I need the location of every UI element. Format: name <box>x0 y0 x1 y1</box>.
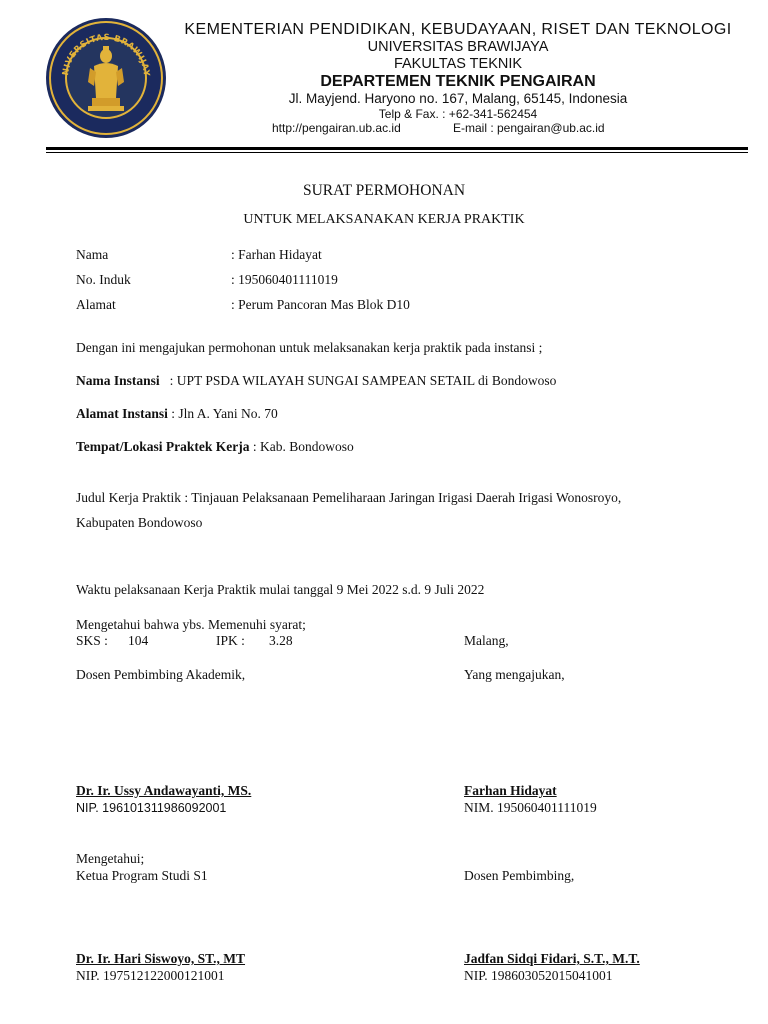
university-line: UNIVERSITAS BRAWIJAYA <box>367 39 549 55</box>
nama-instansi-label: Nama Instansi <box>76 373 160 388</box>
judul-line-1: Judul Kerja Praktik : Tinjauan Pelaksanaan Pemeliharaan Jaringan Irigasi Daerah Irigasi Wonosroyo, <box>76 490 622 505</box>
place-date: Malang, <box>464 633 509 648</box>
university-logo <box>44 16 168 140</box>
dosen-pembimbing-name: Jadfan Sidqi Fidari, S.T., M.T. <box>464 951 640 966</box>
pemohon-role: Yang mengajukan, <box>464 667 565 682</box>
value-nama: : Farhan Hidayat <box>231 247 322 262</box>
lokasi-value: : Kab. Bondowoso <box>249 439 354 454</box>
judul-line-2: Kabupaten Bondowoso <box>76 515 203 530</box>
phone-line: Telp & Fax. : +62-341-562454 <box>378 107 538 121</box>
lokasi-label: Tempat/Lokasi Praktek Kerja <box>76 439 250 454</box>
logo-text: NIVERSITAS BRAWIJAY <box>60 32 152 77</box>
nama-instansi-row <box>76 373 556 389</box>
letterhead-rule-thin <box>46 152 748 153</box>
pemohon-name: Farhan Hidayat <box>464 783 557 798</box>
website-link[interactable]: http://pengairan.ub.ac.id <box>272 121 401 135</box>
dosen-pa-name: Dr. Ir. Ussy Andawayanti, MS. <box>76 783 252 798</box>
ipk-value: 3.28 <box>269 633 293 648</box>
waktu-pelaksanaan: Waktu pelaksanaan Kerja Praktik mulai tanggal 9 Mei 2022 s.d. 9 Juli 2022 <box>76 582 485 597</box>
alamat-instansi-value: : Jln A. Yani No. 70 <box>167 406 278 421</box>
kaprodi-name: Dr. Ir. Hari Siswoyo, ST., MT <box>76 951 246 966</box>
nama-instansi-value: : UPT PSDA WILAYAH SUNGAI SAMPEAN SETAIL di Bondowoso <box>169 373 557 388</box>
letter-subtitle: UNTUK MELAKSANAKAN KERJA PRAKTIK <box>243 212 525 227</box>
mengetahui-syarat: Mengetahui bahwa ybs. Memenuhi syarat; <box>76 617 306 632</box>
alamat-instansi-label: Alamat Instansi <box>76 406 168 421</box>
label-alamat: Alamat <box>76 297 116 312</box>
dosen-pa-nip: NIP. 196101311986092001 <box>76 801 227 815</box>
dosen-pembimbing-role: Dosen Pembimbing, <box>464 868 575 883</box>
label-no-induk: No. Induk <box>76 272 131 287</box>
department-line: DEPARTEMEN TEKNIK PENGAIRAN <box>320 73 596 90</box>
ipk-label: IPK : <box>216 633 245 648</box>
label-nama: Nama <box>76 247 109 262</box>
letterhead-rule-thick <box>46 147 748 150</box>
mengetahui-label: Mengetahui; <box>76 851 145 866</box>
letter-title: SURAT PERMOHONAN <box>302 182 466 199</box>
kaprodi-nip: NIP. 197512122000121001 <box>76 968 225 983</box>
intro-paragraph: Dengan ini mengajukan permohonan untuk melaksanakan kerja praktik pada instansi ; <box>76 340 543 355</box>
lokasi-row <box>76 439 354 455</box>
ministry-line: KEMENTERIAN PENDIDIKAN, KEBUDAYAAN, RISET DAN TEKNOLOGI <box>184 21 732 38</box>
brawijaya-seal-icon <box>44 16 168 140</box>
value-no-induk: : 195060401111019 <box>231 272 338 287</box>
kaprodi-role: Ketua Program Studi S1 <box>76 868 208 883</box>
value-alamat: : Perum Pancoran Mas Blok D10 <box>231 297 410 312</box>
alamat-instansi-row <box>76 406 278 422</box>
sks-label: SKS : <box>76 633 108 648</box>
address-line: Jl. Mayjend. Haryono no. 167, Malang, 65145, Indonesia <box>288 91 628 106</box>
email-line[interactable]: E-mail : pengairan@ub.ac.id <box>453 121 605 135</box>
dosen-pa-role: Dosen Pembimbing Akademik, <box>76 667 246 682</box>
faculty-line: FAKULTAS TEKNIK <box>393 56 523 72</box>
sks-value: 104 <box>128 633 149 648</box>
dosen-pembimbing-nip: NIP. 198603052015041001 <box>464 968 613 983</box>
pemohon-nim: NIM. 195060401111019 <box>464 800 597 815</box>
